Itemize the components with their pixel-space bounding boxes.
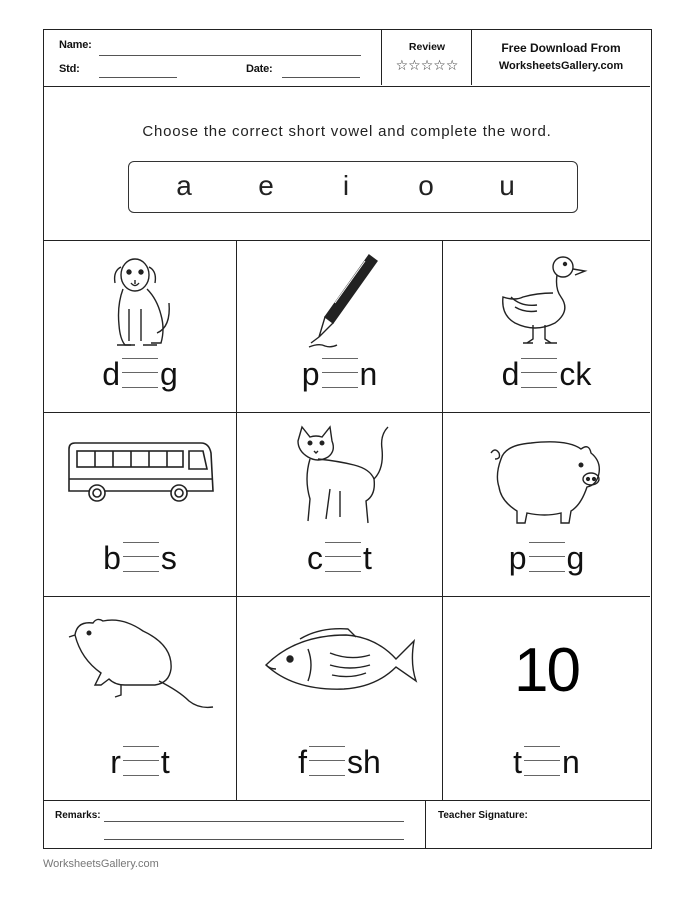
tile-dog (44, 241, 237, 413)
word-end: n (562, 744, 580, 780)
word-start: p (508, 540, 527, 576)
pen-icon (237, 247, 442, 359)
vowel-bank (128, 161, 578, 213)
review-label: Review (408, 41, 446, 53)
remarks-line-2[interactable] (104, 839, 404, 840)
vowel-blank[interactable] (524, 746, 560, 776)
word-pig (443, 538, 650, 582)
vowel-blank[interactable] (325, 542, 361, 572)
footer (44, 801, 650, 848)
vowel-blank[interactable] (123, 746, 159, 776)
word-end: sh (347, 744, 381, 780)
word-start: r (110, 744, 121, 780)
tile-ten (443, 597, 650, 801)
word-end: g (160, 356, 178, 392)
tile-pen (237, 241, 443, 413)
word-start: d (102, 356, 120, 392)
word-end: g (566, 540, 585, 576)
tile-bus (44, 413, 237, 597)
fish-icon (237, 623, 442, 735)
word-end: s (160, 540, 177, 576)
date-field[interactable] (282, 77, 360, 78)
vowel-o: o (418, 170, 434, 201)
header (44, 30, 650, 87)
vowel-blank[interactable] (322, 358, 358, 388)
vowel-blank[interactable] (123, 542, 159, 572)
signature-label: Teacher Signature: (438, 810, 528, 821)
word-start: c (307, 540, 324, 576)
word-start: t (513, 744, 523, 780)
dog-icon (44, 247, 236, 359)
word-start: p (301, 356, 320, 392)
bus-icon (44, 439, 236, 551)
word-dog (44, 354, 236, 398)
word-cat (237, 538, 442, 582)
word-start: b (103, 540, 121, 576)
review-cell (382, 30, 472, 85)
cat-icon (237, 419, 442, 531)
date-label: Date: (246, 63, 273, 75)
site-name: WorksheetsGallery.com (498, 60, 624, 72)
word-bus (44, 538, 236, 582)
rat-icon (44, 615, 236, 727)
word-duck (443, 354, 650, 398)
name-field[interactable] (99, 55, 361, 56)
word-rat (44, 742, 236, 786)
duck-icon (443, 247, 650, 359)
word-end: t (363, 540, 372, 576)
vowel-u: u (499, 170, 515, 201)
vowel-i: i (342, 170, 350, 201)
number-ten: 10 (514, 636, 579, 705)
instruction-panel (44, 87, 650, 241)
remarks-cell (44, 801, 426, 848)
worksheet (43, 29, 652, 849)
vowel-e: e (258, 170, 274, 201)
remarks-label: Remarks: (55, 810, 101, 821)
vowel-blank[interactable] (122, 358, 158, 388)
download-cell (472, 30, 650, 85)
word-end: ck (559, 356, 592, 392)
word-pen (237, 354, 442, 398)
instruction-text: Choose the correct short vowel and complete the word. (142, 123, 552, 140)
word-ten (443, 742, 650, 786)
std-field[interactable] (99, 77, 177, 78)
watermark: WorksheetsGallery.com (43, 858, 159, 870)
tile-duck (443, 241, 650, 413)
word-start: f (298, 744, 308, 780)
free-download-label: Free Download From (501, 41, 621, 55)
student-info (44, 30, 382, 85)
tile-cat (237, 413, 443, 597)
std-label: Std: (59, 63, 80, 75)
vowel-blank[interactable] (521, 358, 557, 388)
word-fish (237, 742, 442, 786)
tile-pig (443, 413, 650, 597)
pig-icon (443, 435, 650, 547)
vowel-blank[interactable] (309, 746, 345, 776)
word-end: t (160, 744, 170, 780)
word-grid (44, 241, 650, 801)
name-label: Name: (59, 39, 92, 51)
vowel-a: a (176, 170, 192, 201)
vowel-blank[interactable] (529, 542, 565, 572)
tile-rat (44, 597, 237, 801)
review-stars[interactable]: ☆☆☆☆☆ (395, 58, 459, 74)
remarks-line-1[interactable] (104, 821, 404, 822)
signature-cell (426, 801, 650, 848)
word-start: d (501, 356, 520, 392)
word-end: n (359, 356, 378, 392)
tile-fish (237, 597, 443, 801)
